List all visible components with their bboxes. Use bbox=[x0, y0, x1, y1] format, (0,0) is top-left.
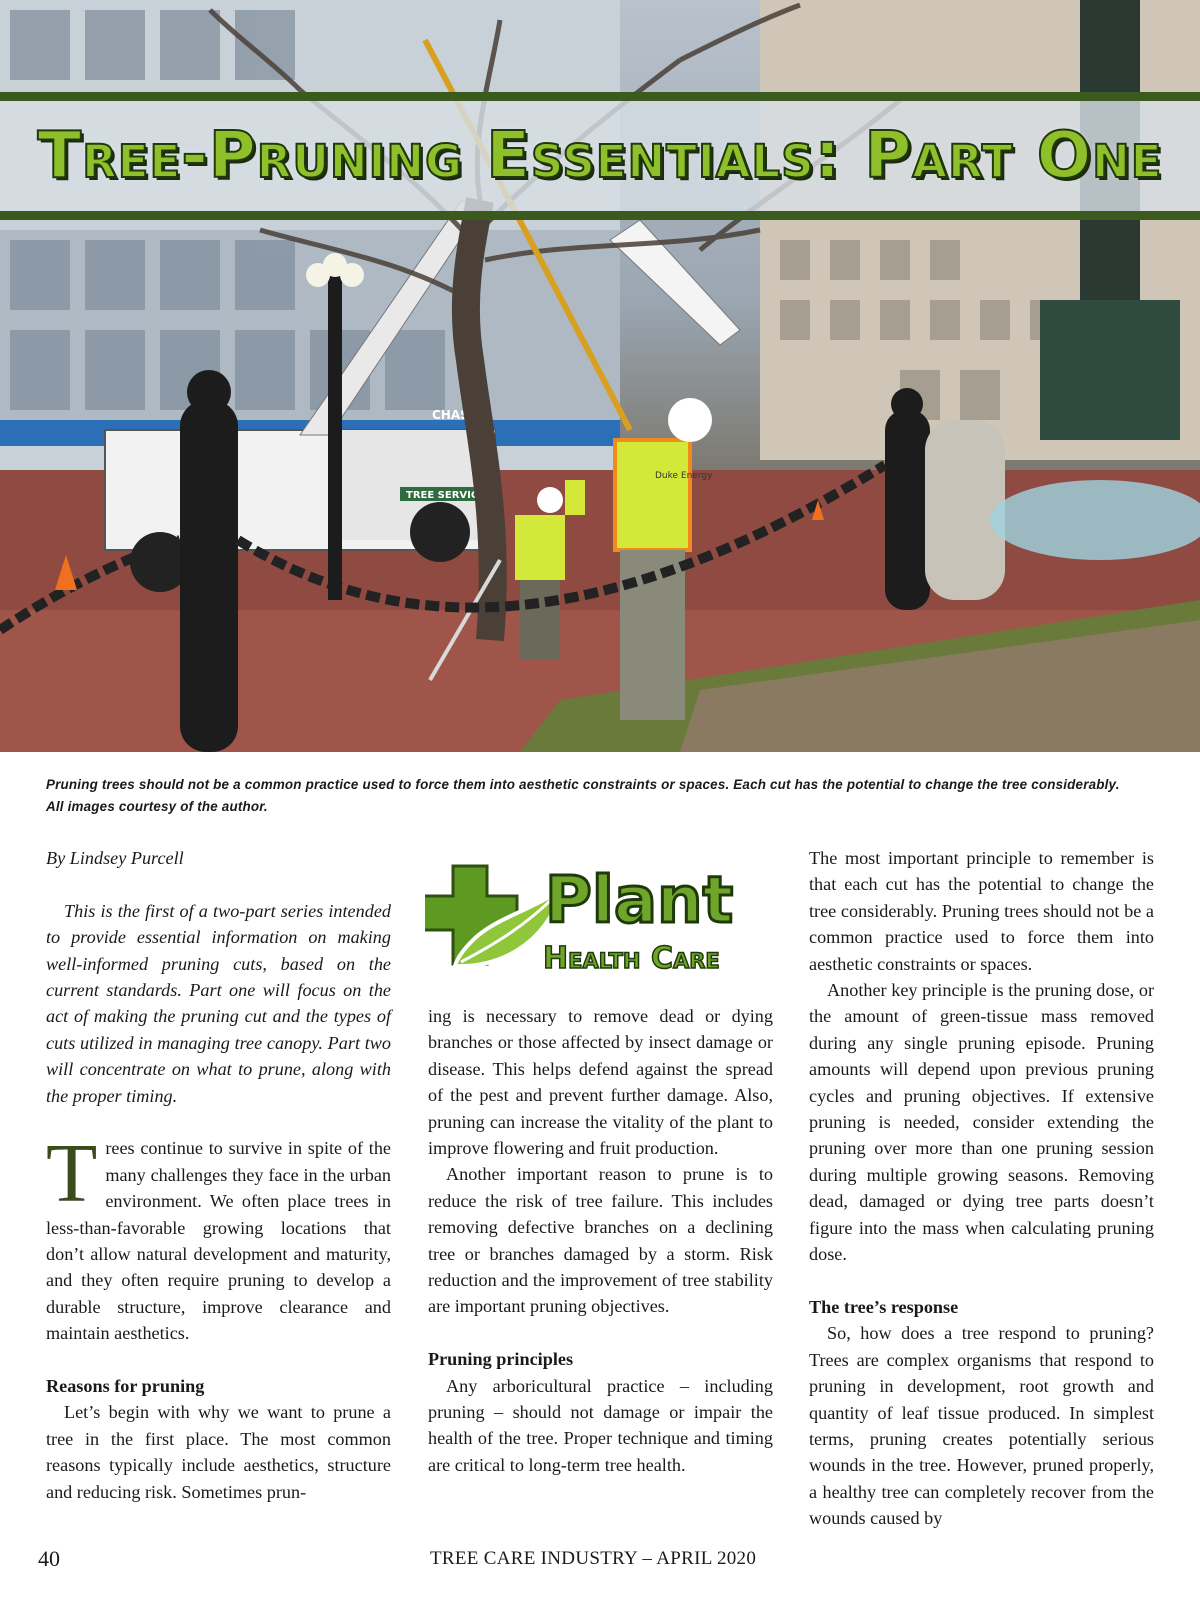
paragraph-continued: ing is necessary to remove dead or dying branches or those affected by insect damage or disease. This helps defend against the spread of the pest and prevent further damage. Also, pruning can increase the vitality of the plant to improve flowering and fruit production. bbox=[428, 1006, 773, 1159]
column-3 bbox=[809, 845, 1154, 1532]
publication-footer: TREE CARE INDUSTRY – APRIL 2020 bbox=[430, 1548, 757, 1569]
article-title: Tree-Pruning Essentials: Part One bbox=[37, 119, 1163, 193]
paragraph: So, how does a tree respond to pruning? Trees are complex organisms that respond to pruning in development, root growth and quantity of leaf tissue produced. In simplest terms, pruning creates potentially serious wounds in the tree. However, pruned properly, a healthy tree can completely recover from the wounds caused by bbox=[809, 1323, 1154, 1529]
paragraph: Another important reason to prune is to reduce the risk of tree failure. This includes removing defective branches on a declining tree or branches damaged by a storm. Risk reduction and the improvement of tree stability are important pruning objectives. bbox=[428, 1164, 773, 1317]
plant-health-care-logo bbox=[425, 848, 775, 984]
truck-sign: TREE SERVICE bbox=[406, 490, 486, 501]
vest-logo: Duke Energy bbox=[655, 471, 713, 481]
caption-line: Pruning trees should not be a common practice used to force them into aesthetic constraints or spaces. Each cut has the potential to change the tree considerably. bbox=[46, 777, 1120, 792]
logo-word-plant: Plant bbox=[545, 864, 734, 938]
heading-pruning-principles: Pruning principles bbox=[428, 1349, 574, 1370]
bank-sign: CHASE bbox=[432, 408, 477, 422]
page-number: 40 bbox=[38, 1546, 60, 1571]
column-1 bbox=[46, 845, 391, 1505]
intro-paragraph: This is the first of a two-part series intended to provide essential information on making well-informed pruning cuts, based on the current standards. Part one will focus on the act of making the pruning cut and the types of cuts utilized in managing tree canopy. Part two will concentrate on what to prune, along with the proper timing. bbox=[46, 900, 391, 1106]
title-banner bbox=[0, 92, 1200, 220]
byline: By Lindsey Purcell bbox=[46, 848, 184, 868]
photo-caption bbox=[46, 774, 1156, 818]
caption-credit: All images courtesy of the author. bbox=[46, 799, 268, 814]
drop-cap: T bbox=[46, 1127, 98, 1221]
hero-photo bbox=[0, 0, 1200, 752]
heading-trees-response: The tree’s response bbox=[809, 1296, 959, 1317]
paragraph: The most important principle to remember is that each cut has the potential to change the tree considerably. Pruning trees should not be a common practice used to force them into aesthetic constraints or spaces. bbox=[809, 848, 1154, 974]
opening-paragraph-text: rees continue to survive in spite of the many challenges they face in the urban environment. We often place trees in less-than-favorable growing locations that don’t allow natural development and maturity, and they often require pruning to develop a durable structure, improve clearance and maintain aesthetics. bbox=[46, 1138, 391, 1344]
column-2 bbox=[428, 1003, 773, 1478]
paragraph: Any arboricultural practice – including pruning – should not damage or impair the health of the tree. Proper technique and timing are critical to long-term tree health. bbox=[428, 1375, 773, 1475]
logo-words-health-care: Health Care bbox=[543, 941, 720, 976]
opening-paragraph bbox=[46, 1127, 391, 1346]
paragraph: Another key principle is the pruning dose, or the amount of green-tissue mass removed during any single pruning episode. Pruning amounts will depend upon previous pruning cycles and pruning objectives. If extensive pruning is needed, consider extending the pruning over more than one pruning session during multiple growing seasons. Removing dead, damaged or dying tree parts doesn’t figure into the mass when calculating pruning dose. bbox=[809, 980, 1154, 1265]
heading-reasons-for-pruning: Reasons for pruning bbox=[46, 1376, 205, 1397]
paragraph: Let’s begin with why we want to prune a tree in the first place. The most common reasons typically include aesthetics, structure and reducing risk. Sometimes prun- bbox=[46, 1402, 391, 1502]
